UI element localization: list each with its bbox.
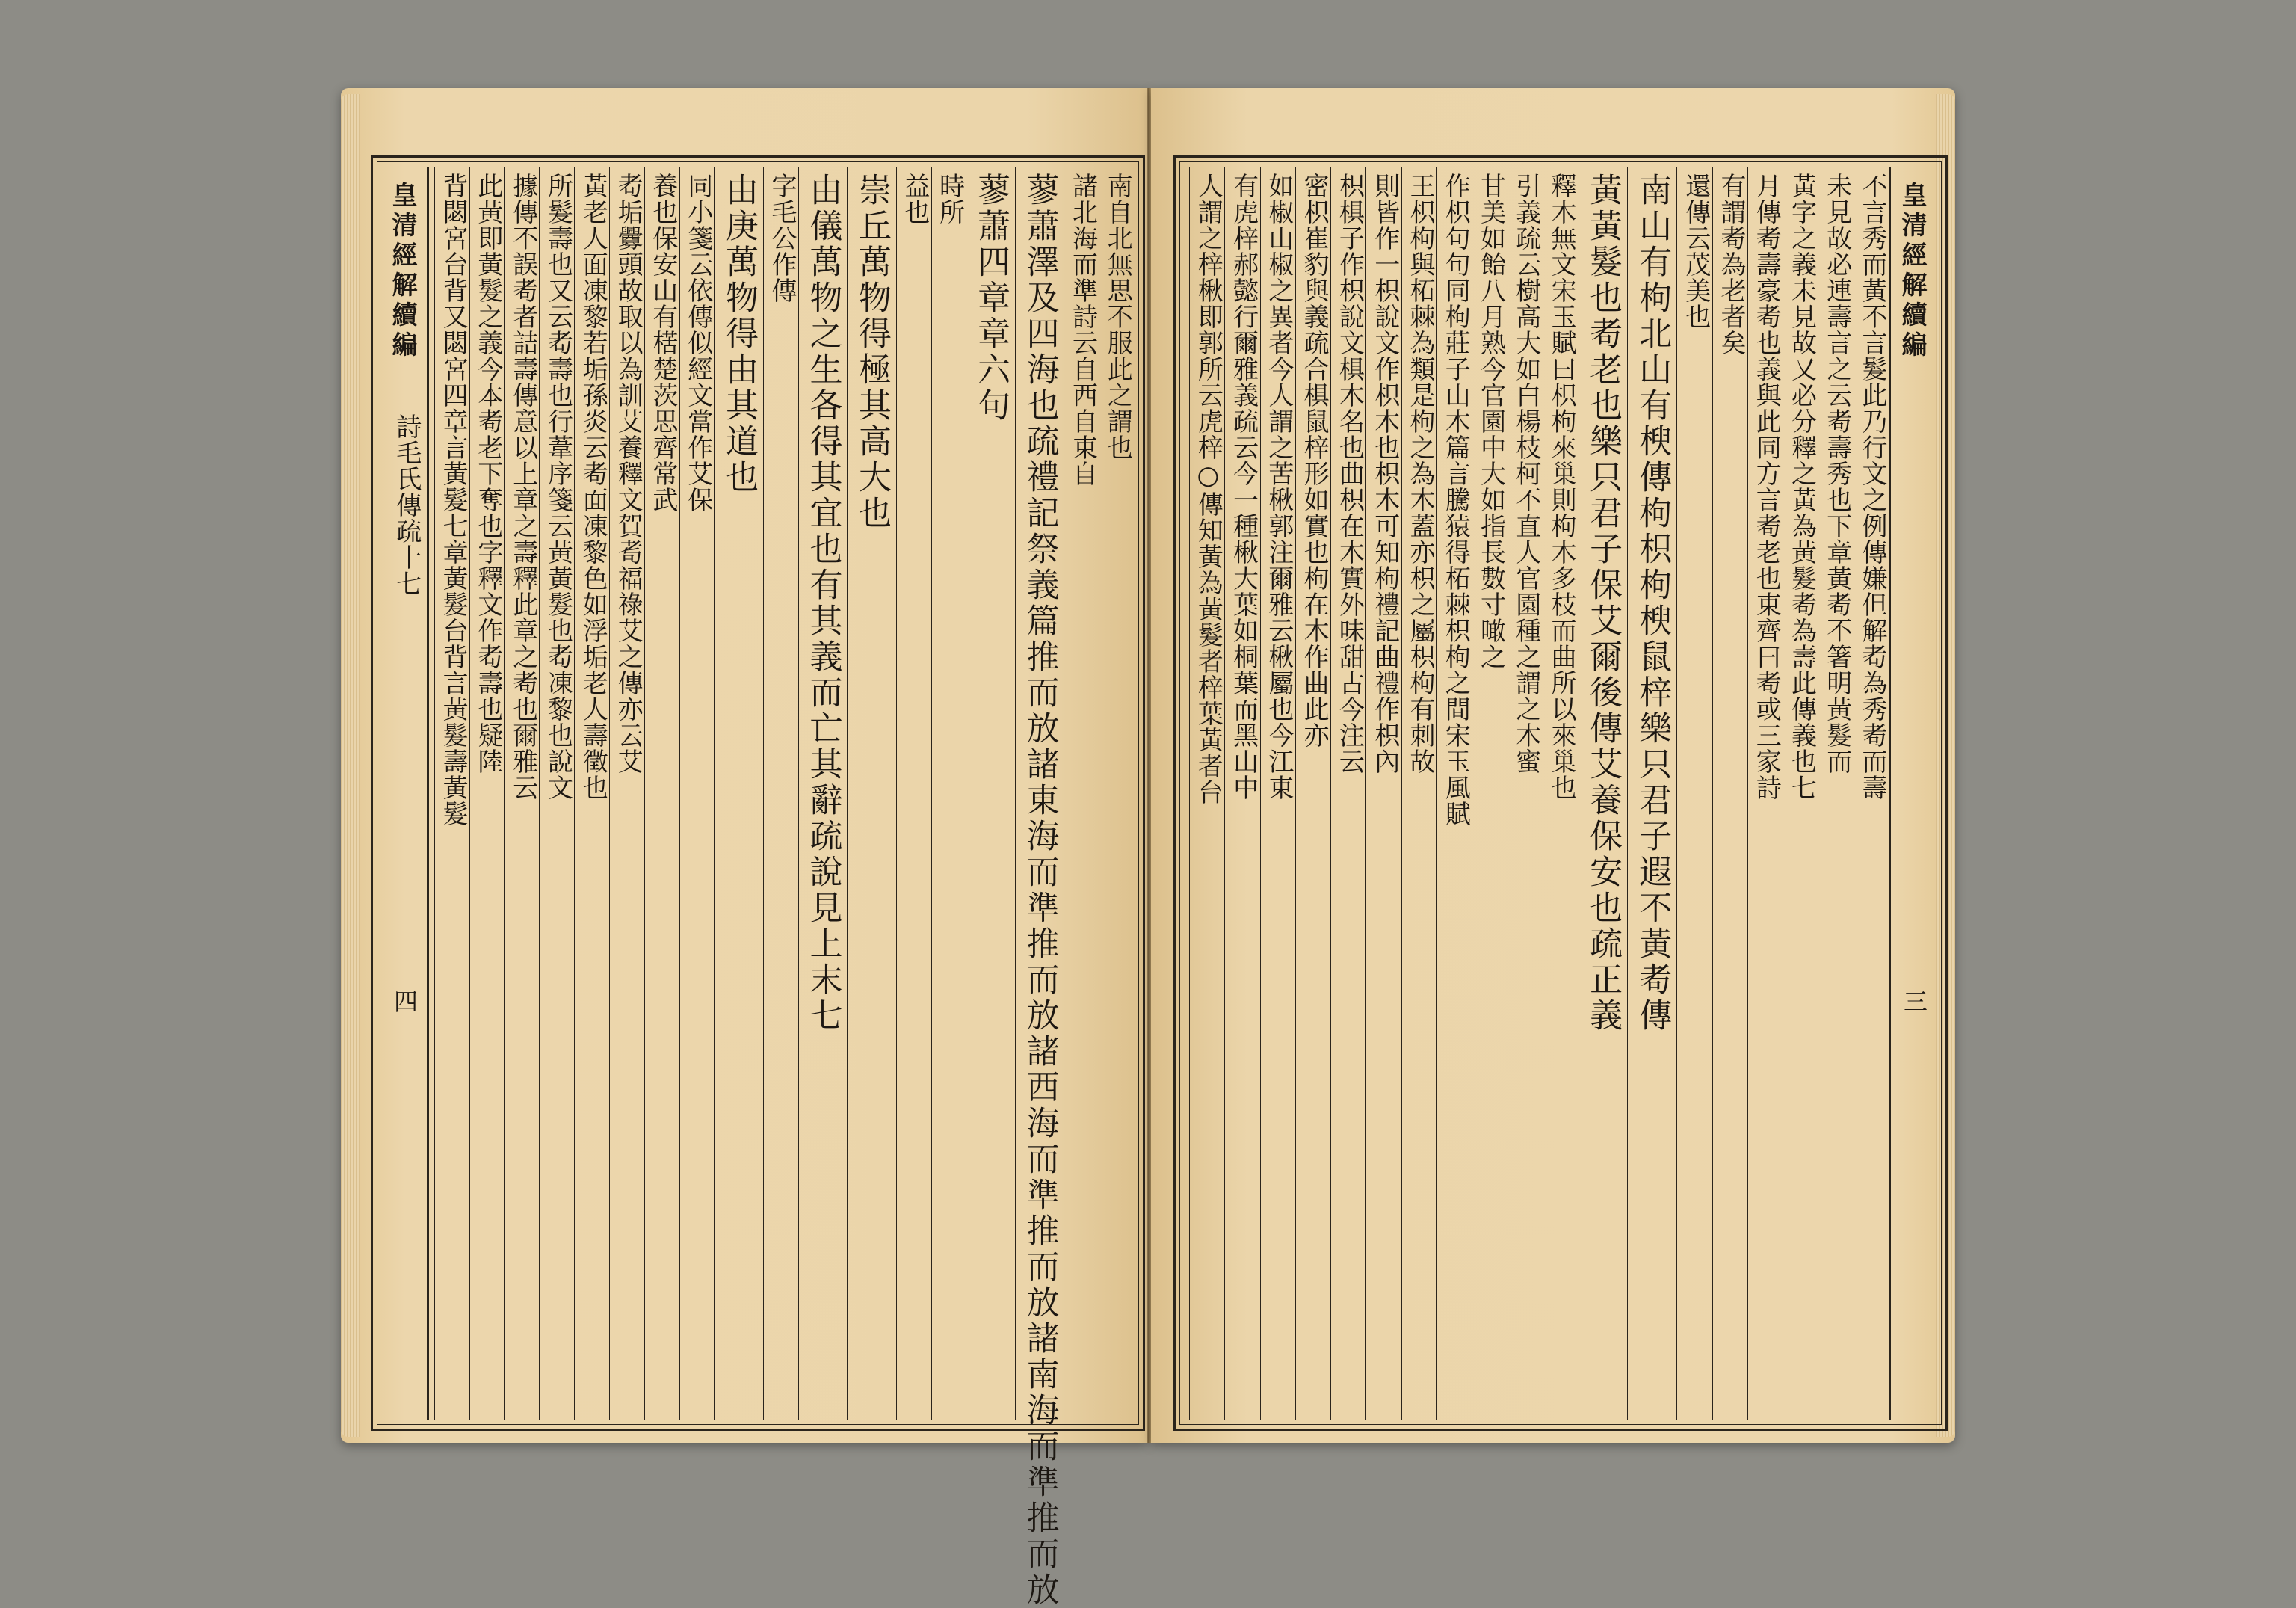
column-rule: [469, 167, 470, 1420]
open-book: [341, 88, 1955, 1608]
text-column: 還傳云茂美也: [1680, 173, 1711, 330]
text-column: 如椒山椒之異者今人謂之苦楸郭注爾雅云楸屬也今江東: [1263, 173, 1294, 801]
left-page: [341, 88, 1148, 1608]
column-rule: [1330, 167, 1331, 1420]
text-column: 黃字之義未見故又必分釋之黃為黃髮耇為壽此傳義也七: [1786, 173, 1817, 801]
column-rule: [798, 167, 799, 1420]
column-rule: [574, 167, 575, 1420]
column-rule: [896, 167, 897, 1420]
text-column: 背閟宮台背又閟宮四章言黃髮七章黃髮台背言黃髮壽黃髮: [438, 173, 469, 827]
column-rule: [763, 167, 764, 1420]
column-rule: [1295, 167, 1296, 1420]
page-number: 四: [390, 989, 419, 1014]
text-column: 所髮壽也又云耇壽也行葦序箋云黃黃髮也耇凍黎也說文: [543, 173, 573, 801]
text-column: 蓼蕭四章章六句: [972, 173, 1010, 424]
column-rule: [1627, 167, 1628, 1420]
text-column: 王枳枸與柘棘為類是枸之為木蓋亦枳之屬枳枸有刺故: [1404, 173, 1435, 774]
text-column: 由儀萬物之生各得其宜也有其義而亡其辭疏說見上末七: [803, 173, 842, 1034]
text-column: 南自北無思不服此之謂也: [1102, 173, 1133, 460]
text-column: 引義疏云樹高大如白楊枝柯不直人官園種之謂之木蜜: [1510, 173, 1541, 774]
right-page: [1151, 88, 1955, 1443]
text-column: 釋木無文宋玉賦曰枳枸來巢則枸木多枝而曲所以來巢也: [1546, 173, 1577, 801]
margin-rule: [1889, 167, 1891, 1420]
margin-rule: [427, 167, 429, 1420]
column-rule: [1189, 167, 1190, 1420]
text-column: 益也: [899, 173, 930, 225]
column-rule: [931, 167, 932, 1420]
column-rule: [1365, 167, 1366, 1420]
column-rule: [609, 167, 610, 1420]
text-column: 蓼蕭澤及四海也疏禮記祭義篇推而放諸東海而準推而放諸西海而準推而放諸南海而準推而放: [1020, 173, 1059, 1608]
text-column: 養也保安山有楛楚茨思齊常武: [647, 173, 678, 513]
text-column: 同小箋云依傳似經文當作艾保: [682, 173, 713, 513]
margin-subtitle: 詩毛氏傳疏十七: [391, 413, 422, 597]
column-rule: [504, 167, 505, 1420]
margin-title: 皇清經解續編: [387, 182, 417, 361]
column-rule: [847, 167, 848, 1420]
text-column: 由庚萬物得由其道也: [720, 173, 759, 496]
text-column: 時所: [934, 173, 965, 225]
column-rule: [1260, 167, 1261, 1420]
column-rule: [1436, 167, 1437, 1420]
text-column: 枳椇子作枳說文椇木名也曲枳在木實外味甜古今注云: [1334, 173, 1365, 774]
column-rule: [679, 167, 680, 1420]
left-text-frame: [371, 155, 1145, 1608]
text-column: 耇垢釁頭故取以為訓艾養釋文賀耉福祿艾之傳亦云艾: [613, 173, 644, 774]
text-column: 據傳不誤耇者詰壽傳意以上章之壽釋此章之耇也爾雅云: [507, 173, 538, 801]
text-column: 月傳耇壽豪耇也義與此同方言耇老也東齊曰耇或三家詩: [1751, 173, 1782, 801]
text-column: 諸北海而準詩云自西自東自: [1067, 173, 1098, 487]
text-column: 黃黃髮也耇老也樂只君子保艾爾後傳艾養保安也疏正義: [1584, 173, 1623, 1034]
column-rule: [1676, 167, 1677, 1420]
column-rule: [434, 167, 435, 1420]
text-column: 字毛公作傳: [767, 173, 797, 304]
margin-title: 皇清經解續編: [1897, 182, 1927, 361]
column-rule: [714, 167, 715, 1420]
text-column: 未見故必連壽言之云耇壽秀也下章黃耇不箸明黃髮而: [1821, 173, 1852, 774]
column-rule: [1747, 167, 1748, 1420]
text-column: 密枳崔豹與義疏合椇鼠梓形如實也枸在木作曲此亦: [1299, 173, 1330, 748]
text-column: 甘美如飴八月熟今官園中大如指長數寸噉之: [1475, 173, 1506, 670]
text-column: 則皆作一枳說文作枳木也枳木可知枸禮記曲禮作枳內: [1369, 173, 1400, 774]
column-rule: [1224, 167, 1225, 1420]
text-column: 崇丘萬物得極其高大也: [853, 173, 891, 532]
text-column: 有虎梓郝懿行爾雅義疏云今一種楸大葉如桐葉而黑山中: [1228, 173, 1259, 801]
page-number: 三: [1900, 989, 1928, 1014]
text-column: 人謂之梓楸即郭所云虎梓○傳知黃為黃髮者梓葉黃者台: [1193, 173, 1223, 805]
text-column: 此黃即黃髮之義今本耇老下奪也字釋文作耇壽也疑陸: [472, 173, 503, 774]
text-column: 不言秀而黃不言髮此乃行文之例傳嫌但解耇為秀耇而壽: [1857, 173, 1888, 801]
column-rule: [1712, 167, 1713, 1420]
text-column: 南山有枸北山有楰傳枸枳枸楰鼠梓樂只君子遐不黃耇傳: [1633, 173, 1672, 1034]
column-rule: [1401, 167, 1402, 1420]
column-rule: [644, 167, 645, 1420]
text-column: 有謂耇為老者矣: [1715, 173, 1746, 356]
page-edge-left: [341, 94, 360, 1437]
text-column: 黃老人面凍黎若垢孫炎云耇面凍黎色如浮垢老人壽徵也: [578, 173, 608, 801]
column-rule: [539, 167, 540, 1420]
column-rule: [1015, 167, 1016, 1420]
right-text-frame: [1173, 155, 1948, 1431]
text-column: 作枳句句同枸莊子山木篇言騰猿得柘棘枳枸之間宋玉風賦: [1440, 173, 1471, 827]
